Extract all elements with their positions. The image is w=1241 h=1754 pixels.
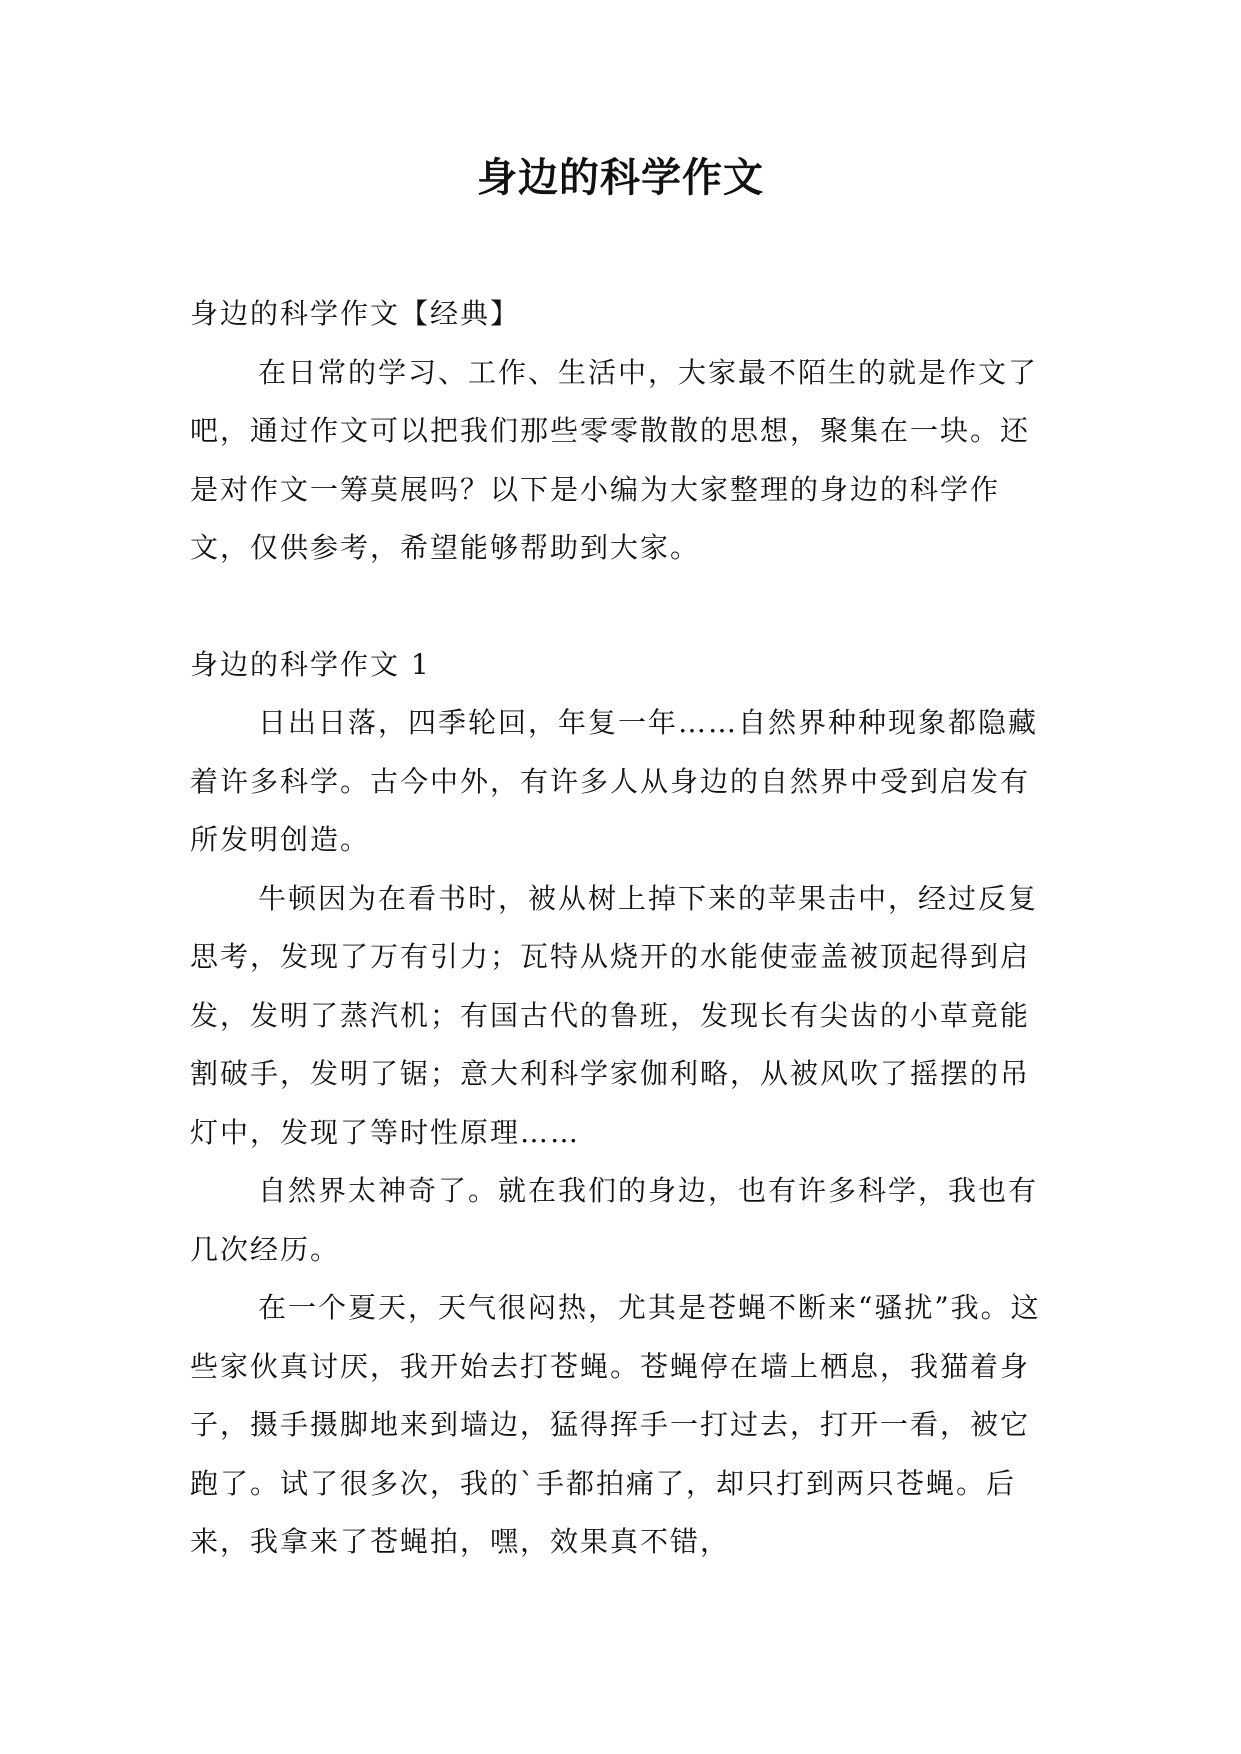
section1-heading: 身边的科学作文 1 bbox=[190, 647, 431, 681]
section1-paragraph: 在一个夏天，天气很闷热，尤其是苍蝇不断来“骚扰”我。这些家伙真讨厌，我开始去打苍蝇。苍蝇停在墙上栖息，我猫着身子，摄手摄脚地来到墙边，猛得挥手一打过去，打开一看，被它跑了。试了很多次，我的`手都拍痛了，却只打到两只苍蝇。后来，我拿来了苍蝇拍，嘿，效果真不错， bbox=[190, 1291, 1041, 1558]
intro-paragraph: 在日常的学习、工作、生活中，大家最不陌生的就是作文了吧，通过作文可以把我们那些零零散散的思想，聚集在一块。还是对作文一筹莫展吗？以下是小编为大家整理的身边的科学作文，仅供参考，希望能够帮助到大家。 bbox=[190, 355, 1039, 564]
section1-paragraph: 日出日落，四季轮回，年复一年……自然界种种现象都隐藏着许多科学。古今中外，有许多人从身边的自然界中受到启发有所发明创造。 bbox=[190, 706, 1039, 856]
intro-heading: 身边的科学作文【经典】 bbox=[190, 297, 521, 330]
document-title: 身边的科学作文 bbox=[477, 154, 764, 201]
section-spacer bbox=[190, 578, 1050, 636]
document-body bbox=[190, 285, 1050, 1572]
section1-paragraph: 自然界太神奇了。就在我们的身边，也有许多科学，我也有几次经历。 bbox=[190, 1174, 1039, 1266]
section1-paragraph: 牛顿因为在看书时，被从树上掉下来的苹果击中，经过反复思考，发现了万有引力；瓦特从烧开的水能使壶盖被顶起得到启发，发明了蒸汽机；有国古代的鲁班，发现长有尖齿的小草竟能割破手，发明了锯；意大利科学家伽利略，从被风吹了摇摆的吊灯中，发现了等时性原理…… bbox=[190, 881, 1039, 1149]
